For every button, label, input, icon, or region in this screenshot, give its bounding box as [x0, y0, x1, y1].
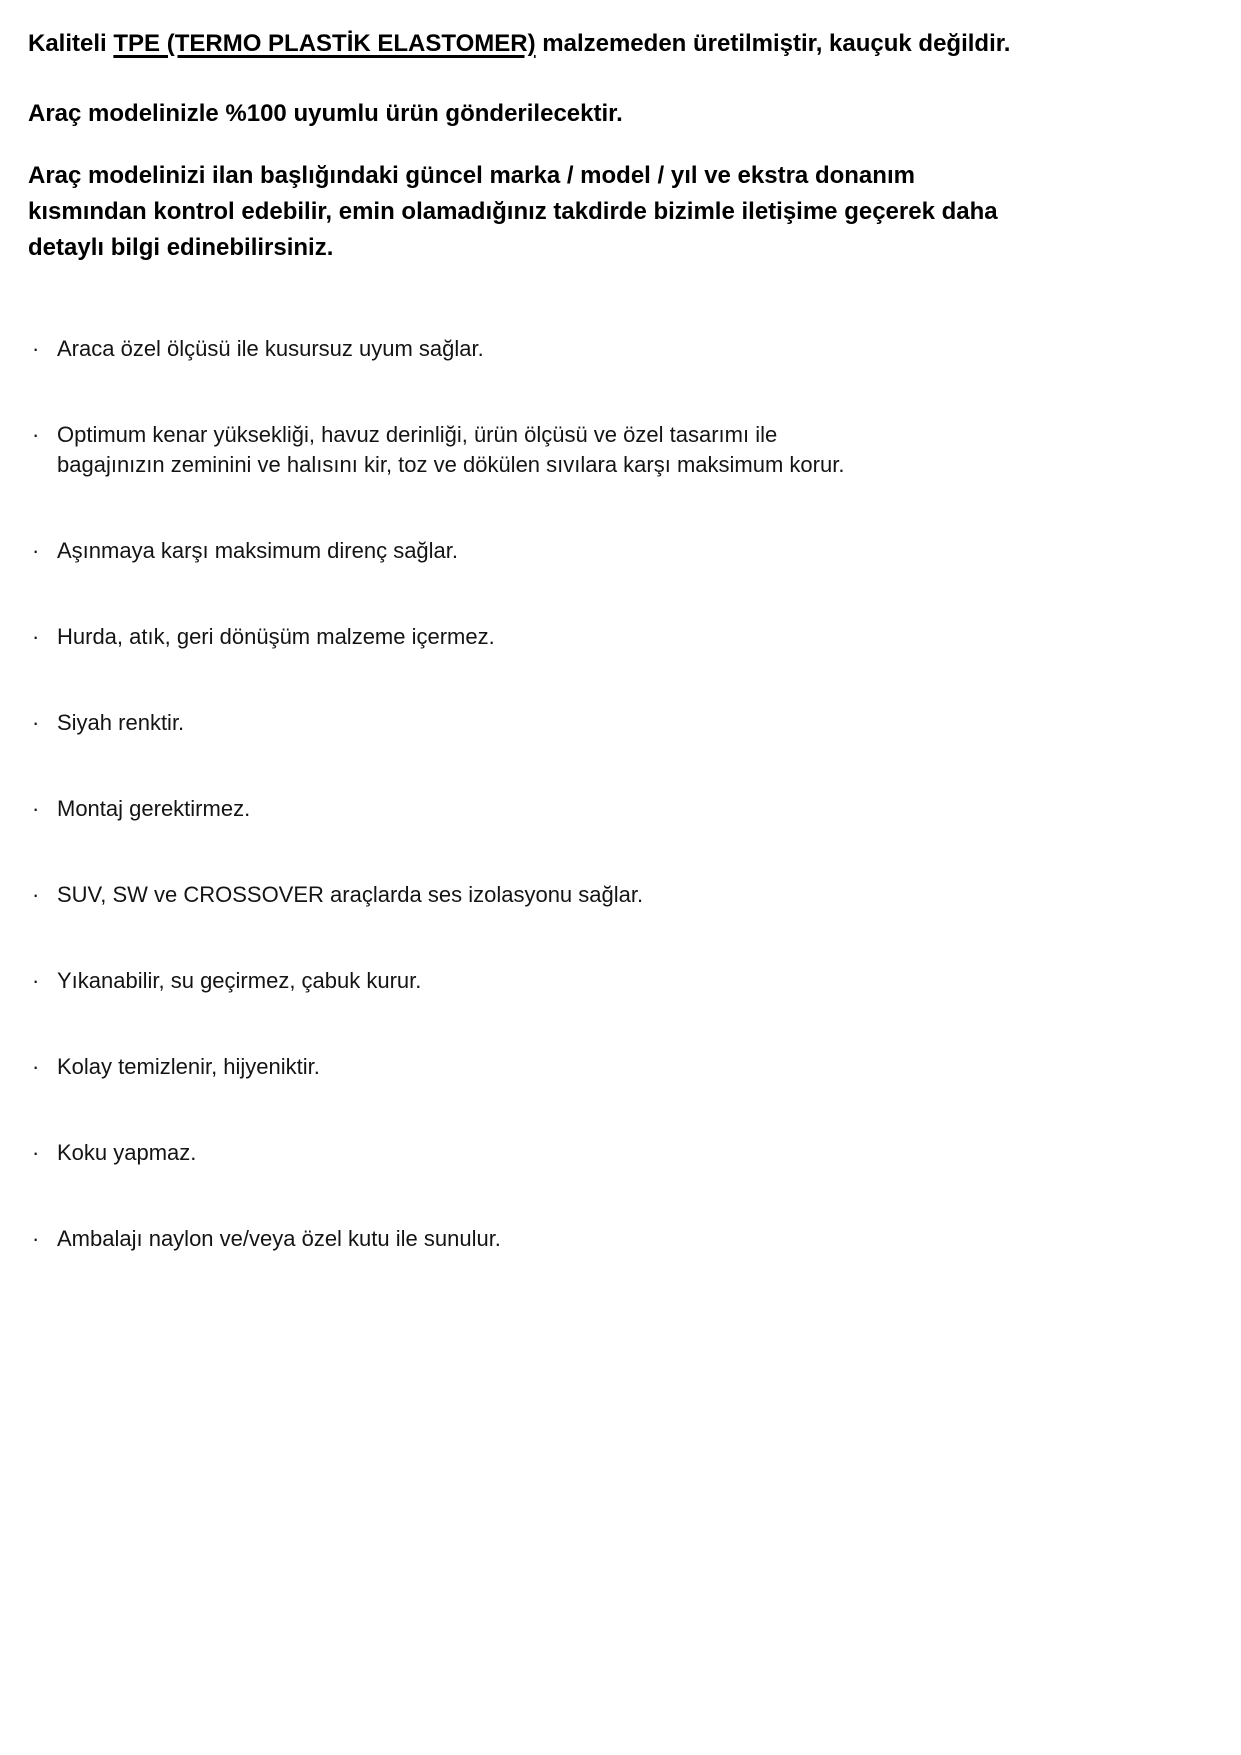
intro-paragraph-line: Araç modelinizi ilan başlığındaki güncel marka / model / yıl ve ekstra donanım [28, 162, 915, 189]
feature-text: Hurda, atık, geri dönüşüm malzeme içermez. [57, 624, 495, 649]
feature-text: Koku yapmaz. [57, 1140, 197, 1165]
feature-text: Aşınmaya karşı maksimum direnç sağlar. [57, 538, 459, 563]
intro-heading-material-pre: Kaliteli [28, 30, 114, 57]
feature-item-fit [28, 334, 1211, 364]
feature-item-no-recycled [28, 622, 1211, 652]
feature-text: Araca özel ölçüsü ile kusursuz uyum sağlar. [57, 336, 484, 361]
feature-item-sound-insulation [28, 880, 1211, 910]
intro-paragraph-line: kısmından kontrol edebilir, emin olamadığınız takdirde bizimle iletişime geçerek daha [28, 198, 998, 225]
intro-paragraph-line: detaylı bilgi edinebilirsiniz. [28, 234, 334, 261]
bullet-dot-icon: · [32, 1226, 40, 1251]
feature-text: Optimum kenar yüksekliği, havuz derinliği, ürün ölçüsü ve özel tasarımı ile [57, 422, 778, 447]
feature-item-protection [28, 420, 1211, 480]
intro-paragraph-model-check [28, 158, 1211, 266]
intro-heading-material [28, 26, 1211, 62]
bullet-dot-icon: · [32, 624, 40, 649]
bullet-dot-icon: · [32, 422, 40, 447]
feature-text: Yıkanabilir, su geçirmez, çabuk kurur. [57, 968, 422, 993]
feature-text: Kolay temizlenir, hijyeniktir. [57, 1054, 320, 1079]
bullet-dot-icon: · [32, 710, 40, 735]
feature-item-color [28, 708, 1211, 738]
bullet-dot-icon: · [32, 1140, 40, 1165]
bullet-dot-icon: · [32, 1054, 40, 1079]
intro-heading-compatibility: Araç modelinizle %100 uyumlu ürün gönderilecektir. [28, 100, 623, 127]
bullet-dot-icon: · [32, 968, 40, 993]
feature-text: Ambalajı naylon ve/veya özel kutu ile sunulur. [57, 1226, 501, 1251]
feature-item-washable [28, 966, 1211, 996]
intro-heading-material-post: malzemeden üretilmiştir, kauçuk değildir. [535, 30, 1011, 57]
feature-text: bagajınızın zeminini ve halısını kir, toz ve dökülen sıvılara karşı maksimum korur. [57, 452, 845, 477]
feature-item-hygienic [28, 1052, 1211, 1082]
feature-item-abrasion [28, 536, 1211, 566]
bullet-dot-icon: · [32, 882, 40, 907]
feature-text: SUV, SW ve CROSSOVER araçlarda ses izolasyonu sağlar. [57, 882, 644, 907]
bullet-dot-icon: · [32, 796, 40, 821]
bullet-dot-icon: · [32, 538, 40, 563]
feature-item-no-assembly [28, 794, 1211, 824]
feature-text: Siyah renktir. [57, 710, 185, 735]
feature-text: Montaj gerektirmez. [57, 796, 251, 821]
feature-list [28, 334, 1211, 1254]
feature-item-packaging [28, 1224, 1211, 1254]
intro-heading-material-underlined: TPE (TERMO PLASTİK ELASTOMER) [113, 30, 536, 57]
feature-item-no-odor [28, 1138, 1211, 1168]
bullet-dot-icon: · [32, 336, 40, 361]
